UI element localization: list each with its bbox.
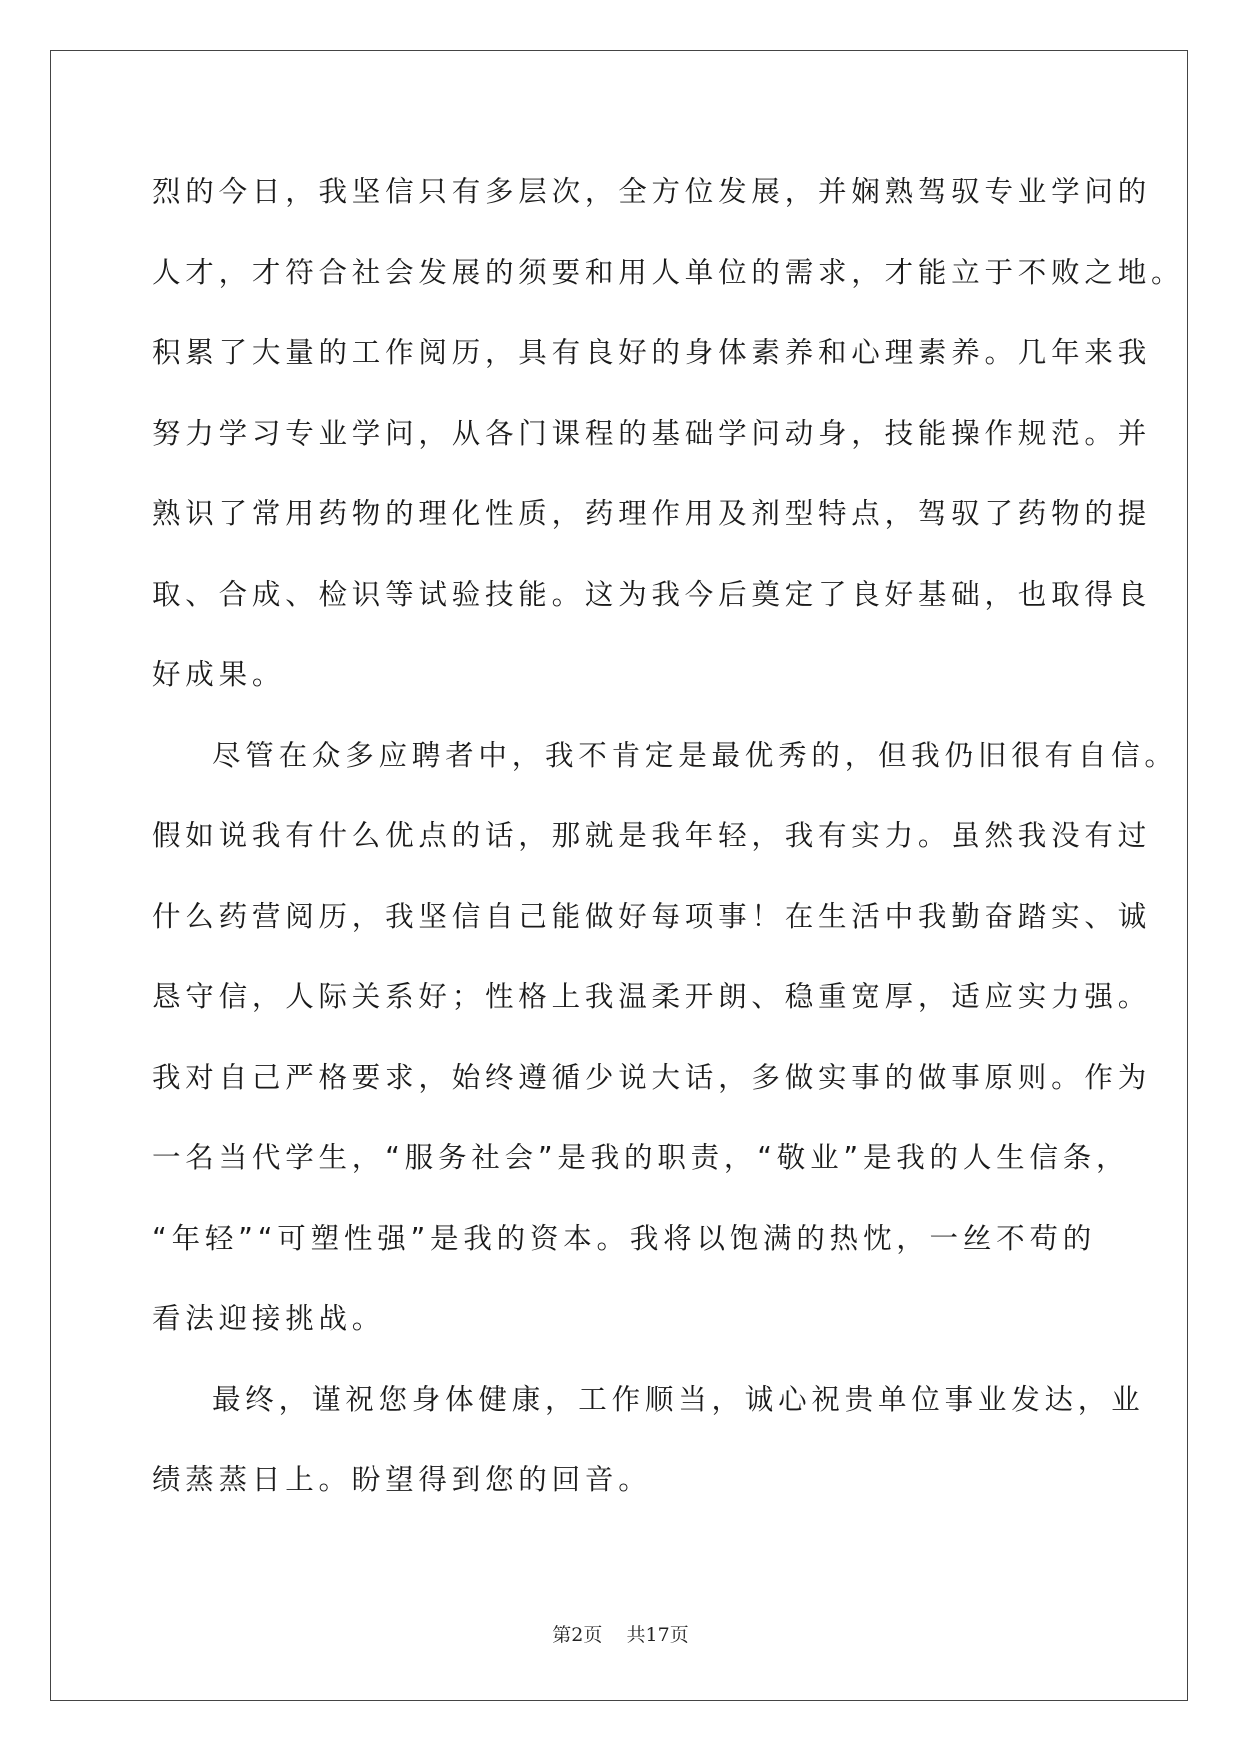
text-line: 好成果。 <box>152 658 286 691</box>
text-line: 积累了大量的工作阅历，具有良好的身体素养和心理素养。几年来我 <box>152 336 1152 369</box>
text-line: 看法迎接挑战。 <box>152 1302 386 1335</box>
page-total: 共17页 <box>626 1624 689 1646</box>
text-line: 假如说我有什么优点的话，那就是我年轻，我有实力。虽然我没有过 <box>152 819 1152 852</box>
text-line: 恳守信，人际关系好；性格上我温柔开朗、稳重宽厚，适应实力强。 <box>152 980 1152 1013</box>
text-line: 取、合成、检识等试验技能。这为我今后奠定了良好基础，也取得良 <box>152 577 1152 611</box>
paragraph-start-line: 尽管在众多应聘者中，我不肯定是最优秀的，但我仍旧很有自信。 <box>212 738 1178 772</box>
text-line: 努力学习专业学问，从各门课程的基础学问动身，技能操作规范。并 <box>152 416 1152 450</box>
text-line: “年轻”“可塑性强”是我的资本。我将以饱满的热忱，一丝不苟的 <box>152 1221 1097 1255</box>
text-line: 什么药营阅历，我坚信自己能做好每项事！在生活中我勤奋踏实、诚 <box>152 899 1152 933</box>
text-line: 烈的今日，我坚信只有多层次，全方位发展，并娴熟驾驭专业学问的 <box>152 175 1152 208</box>
text-line: 熟识了常用药物的理化性质，药理作用及剂型特点，驾驭了药物的提 <box>152 497 1152 530</box>
page-number: 第2页 <box>552 1624 603 1646</box>
document-body <box>152 162 1185 1531</box>
text-line: 绩蒸蒸日上。盼望得到您的回音。 <box>152 1463 652 1496</box>
text-line: 我对自己严格要求，始终遵循少说大话，多做实事的做事原则。作为 <box>152 1060 1152 1094</box>
paragraph-start-line: 最终，谨祝您身体健康，工作顺当，诚心祝贵单位事业发达，业 <box>212 1382 1145 1416</box>
text-line: 一名当代学生，“服务社会”是我的职责，“敬业”是我的人生信条， <box>152 1141 1130 1174</box>
page-footer <box>0 1620 1241 1647</box>
text-line: 人才，才符合社会发展的须要和用人单位的需求，才能立于不败之地。 <box>152 255 1185 289</box>
